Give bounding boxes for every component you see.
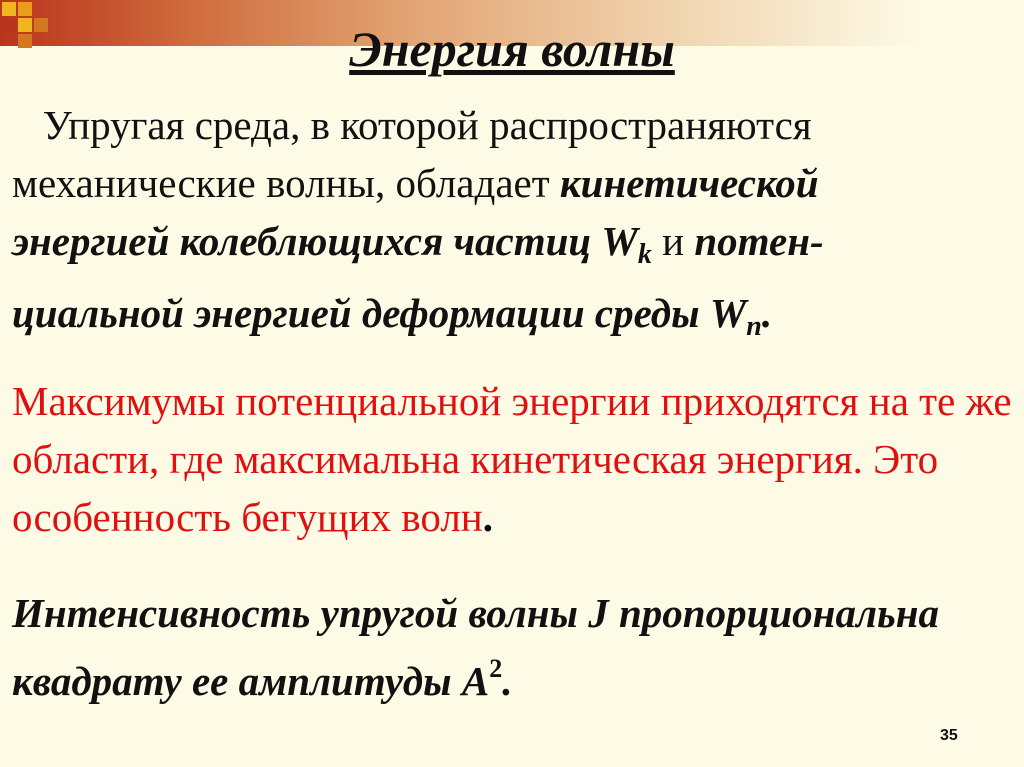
text-span bbox=[12, 102, 43, 148]
subscript: п bbox=[746, 311, 762, 342]
text-span: . bbox=[482, 494, 493, 540]
emphasis-text: кинетической bbox=[559, 160, 819, 206]
text-span: Максимумы потенциальной энергии приходятся на те же области, где максимальна кинетическая энергия. Это особенность бегущих волн bbox=[12, 378, 1012, 540]
text-span: квадрату ее амплитуды А bbox=[12, 658, 490, 704]
text-span: и bbox=[651, 218, 695, 264]
decor-square bbox=[18, 2, 32, 16]
decor-square bbox=[2, 2, 16, 16]
text-span: Интенсивность упругой волны J пропорциональна bbox=[12, 590, 939, 636]
text-span: . bbox=[761, 290, 773, 336]
text-span: механические волны, обладает bbox=[12, 160, 560, 206]
emphasis-text: энергией колеблющихся частиц W bbox=[12, 218, 638, 264]
paragraph-intensity bbox=[12, 585, 1012, 709]
superscript: 2 bbox=[489, 654, 503, 683]
paragraph-potential-maxima bbox=[12, 372, 1012, 546]
slide-title: Энергия волны bbox=[349, 21, 675, 77]
text-span: Упругая среда, в которой распространяются bbox=[42, 102, 812, 148]
emphasis-text: циальной энергией деформации среды W bbox=[12, 290, 747, 336]
paragraph-elastic-medium bbox=[12, 96, 1012, 356]
emphasis-text: потен- bbox=[694, 218, 824, 264]
subscript: k bbox=[637, 239, 652, 270]
text-span: . bbox=[502, 658, 513, 704]
page-number: 35 bbox=[940, 727, 958, 744]
